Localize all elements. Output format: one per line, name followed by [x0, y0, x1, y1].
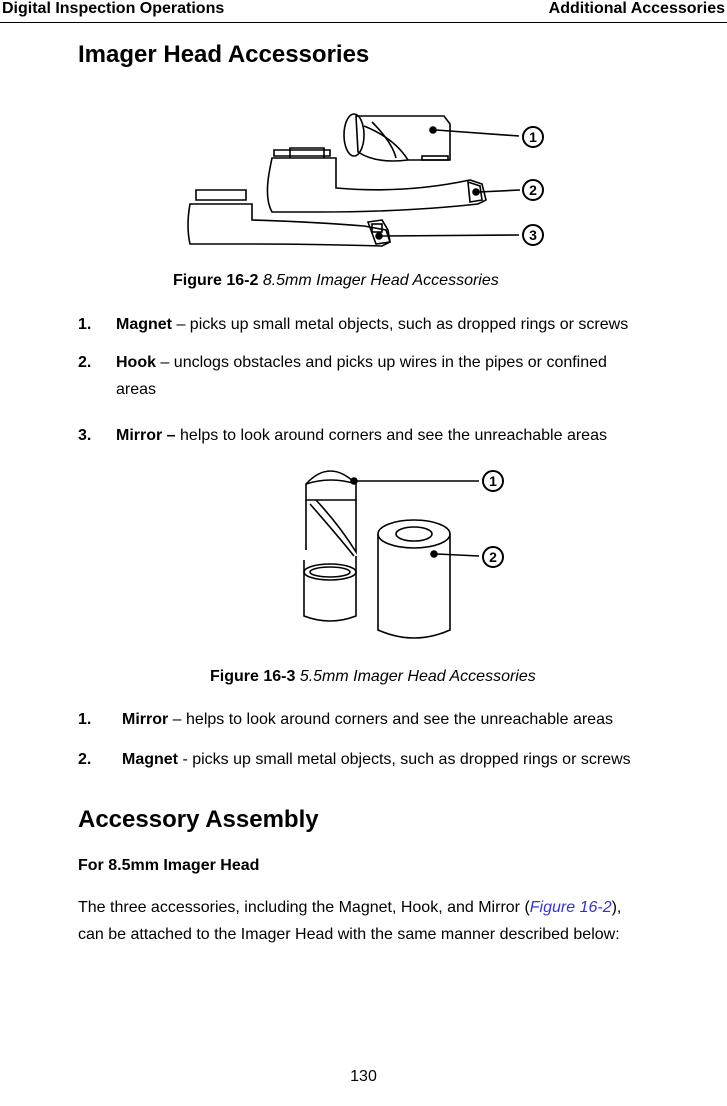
figure-16-2-illustration	[186, 108, 556, 253]
list-number: 3.	[78, 427, 92, 444]
mirror-accessory	[188, 190, 543, 246]
list-term: Hook	[116, 354, 156, 371]
caption-text: 8.5mm Imager Head Accessories	[262, 272, 499, 289]
list-number: 2.	[78, 354, 92, 371]
list-text: – helps to look around corners and see the unreachable areas	[168, 711, 613, 728]
mirror-cylinder	[304, 471, 503, 621]
list-text-continued: areas	[116, 381, 157, 398]
list-number: 2.	[78, 751, 92, 768]
list-number: 1.	[78, 316, 92, 333]
subheading: For 8.5mm Imager Head	[78, 857, 260, 874]
list-item	[78, 349, 727, 403]
list-text: – picks up small metal objects, such as dropped rings or screws	[172, 316, 629, 333]
list-item	[78, 706, 727, 733]
page-number: 130	[350, 1068, 377, 1085]
figure-16-3-caption	[210, 668, 536, 686]
caption-label: Figure 16-3	[210, 668, 296, 685]
header-right: Additional Accessories	[548, 0, 725, 17]
figure-16-2-caption	[173, 272, 499, 290]
caption-text: 5.5mm Imager Head Accessories	[299, 668, 536, 685]
figure-16-2-link[interactable]: Figure 16-2	[529, 899, 612, 916]
callout-1: 1	[529, 129, 537, 145]
caption-label: Figure 16-2	[173, 272, 259, 289]
header-left: Digital Inspection Operations	[2, 0, 225, 17]
paragraph-text-after-link: ),	[611, 899, 622, 916]
callout-1: 1	[489, 473, 497, 489]
callout-3: 3	[529, 227, 537, 243]
list-item	[78, 746, 727, 773]
section-title-imager-head-accessories: Imager Head Accessories	[78, 41, 370, 68]
hook-accessory	[267, 148, 543, 212]
callout-2: 2	[489, 549, 497, 565]
assembly-paragraph	[78, 894, 727, 948]
paragraph-text-line2: can be attached to the Imager Head with the same manner described below:	[78, 926, 620, 943]
callout-2: 2	[529, 182, 537, 198]
list-term: Mirror	[122, 711, 169, 728]
list-term: Magnet	[116, 316, 172, 333]
list-number: 1.	[78, 711, 92, 728]
magnet-accessory	[344, 114, 543, 161]
list-item	[78, 311, 727, 338]
list-term: Mirror –	[116, 427, 176, 444]
list-text: - picks up small metal objects, such as dropped rings or screws	[178, 751, 631, 768]
list-item	[78, 422, 727, 449]
section-title-accessory-assembly: Accessory Assembly	[78, 806, 319, 833]
page-header	[0, 0, 727, 23]
list-term: Magnet	[122, 751, 178, 768]
list-text: helps to look around corners and see the unreachable areas	[175, 427, 607, 444]
list-text: – unclogs obstacles and picks up wires in the pipes or confined	[156, 354, 607, 371]
paragraph-text: The three accessories, including the Magnet, Hook, and Mirror (	[78, 899, 530, 916]
magnet-cylinder	[378, 520, 503, 638]
figure-16-3-illustration	[296, 460, 516, 645]
